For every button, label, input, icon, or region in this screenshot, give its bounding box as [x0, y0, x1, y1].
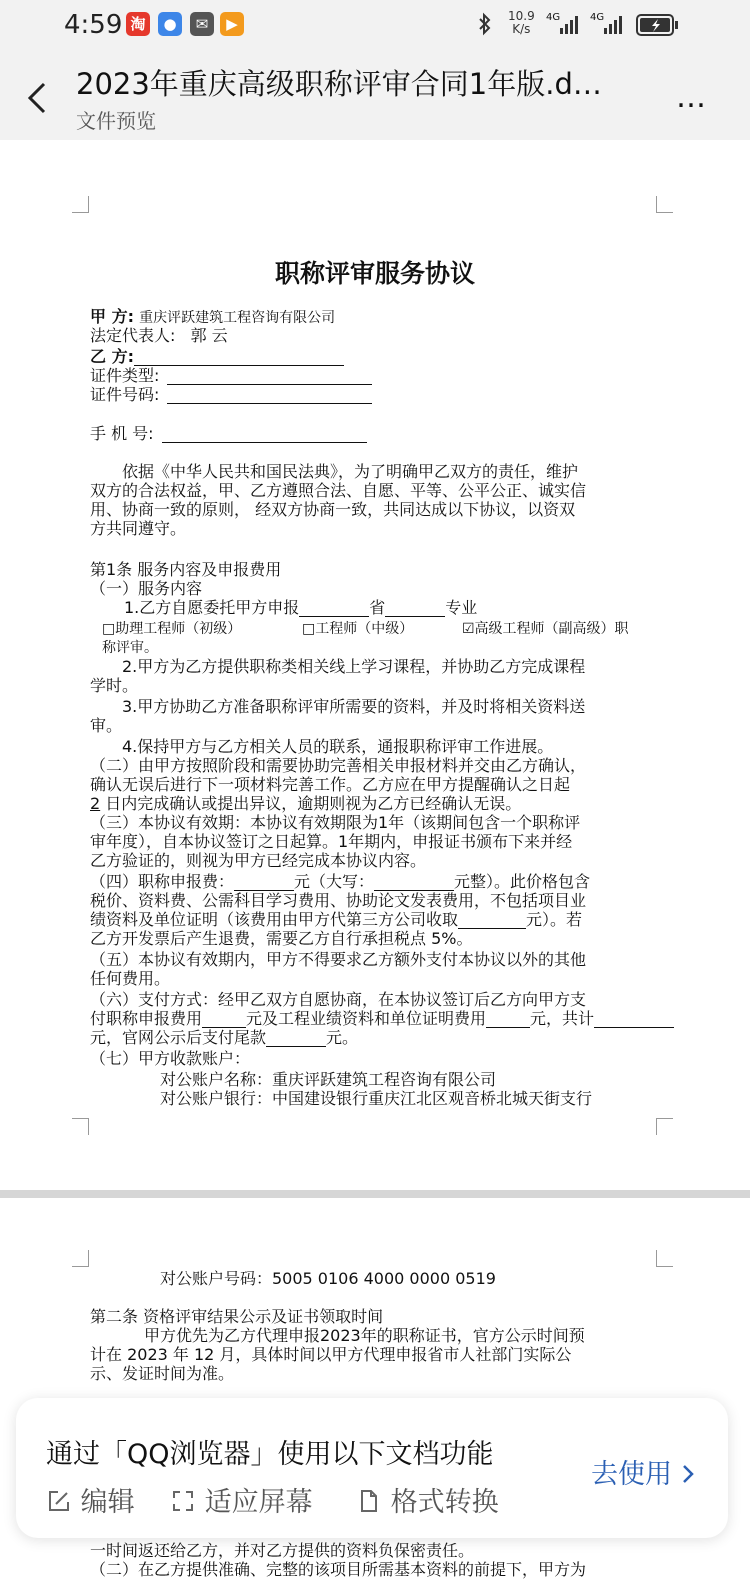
page-corner-mark [656, 196, 673, 213]
more-menu-icon[interactable]: … [676, 80, 708, 115]
bluetooth-icon [478, 12, 492, 40]
option-engineer: □工程师（中级） [302, 621, 414, 637]
battery-icon [636, 14, 680, 40]
agreement-heading: 职称评审服务协议 [274, 259, 475, 288]
section-2-cont: 确认无误后进行下一项材料完善工作。乙方应在甲方提醒确认之日起 [90, 775, 571, 794]
party-b-line: 乙 方: [90, 348, 344, 366]
article-2-text: 计在 2023 年 12 月，具体时间以甲方代理申报省市人社部门实际公 [90, 1345, 572, 1364]
fit-screen-icon [170, 1487, 196, 1518]
account-number: 对公账户号码：5005 0106 4000 0000 0519 [160, 1269, 496, 1288]
section-1: （一）服务内容 [90, 579, 203, 598]
account-name: 对公账户名称：重庆评跃建筑工程咨询有限公司 [160, 1070, 497, 1089]
intro-line: 用、协商一致的原则， 经双方协商一致，共同达成以下协议，以资双 [90, 500, 576, 519]
video-app-icon: ▶ [220, 12, 244, 36]
item-1: 1.乙方自愿委托甲方申报 省 专业 [124, 598, 478, 617]
section-3-cont: 审年度），自本协议签订之日起算。1年期内，申报证书颁布下来并经 [90, 832, 573, 851]
status-bar [0, 0, 750, 50]
qq-browser-promo-card [16, 1398, 728, 1538]
document-page-1 [0, 140, 750, 1190]
page-corner-mark [656, 1250, 673, 1267]
party-a-line: 甲 方: 重庆评跃建筑工程咨询有限公司 [90, 307, 336, 326]
network-speed: 10.9 K/s [508, 9, 535, 36]
intro-line: 方共同遵守。 [90, 519, 187, 538]
section-3: （三）本协议有效期：本协议有效期限为1年（该期间包含一个职称评 [90, 813, 581, 832]
edit-icon [46, 1487, 72, 1518]
document-subtitle: 文件预览 [76, 109, 156, 133]
chevron-right-icon [681, 1459, 695, 1490]
page-corner-mark [72, 196, 89, 213]
fit-screen-action[interactable]: 适应屏幕 [170, 1480, 313, 1519]
item-2-cont: 学时。 [90, 676, 139, 695]
clock: 4:59 [64, 10, 123, 40]
option-senior-engineer: ☑高级工程师（副高级）职 [462, 621, 629, 637]
mail-app-icon: ✉ [190, 12, 214, 36]
article-2-title: 第二条 资格评审结果公示及证书领取时间 [90, 1307, 384, 1326]
taobao-app-icon: 淘 [126, 12, 150, 36]
account-bank: 对公账户银行：中国建设银行重庆江北区观音桥北城天街支行 [160, 1089, 593, 1108]
page-divider [0, 1190, 750, 1198]
format-convert-action[interactable]: 格式转换 [356, 1480, 499, 1519]
partial-text-line: 一时间返还给乙方，并对乙方提供的资料负保密责任。 [90, 1541, 475, 1560]
section-6-cont: 付职称申报费用 元及工程业绩资料和单位证明费用 元，共计 [90, 1010, 674, 1028]
page-corner-mark [72, 1250, 89, 1267]
item-3-cont: 审。 [90, 716, 123, 735]
document-icon [356, 1487, 382, 1518]
section-4-cont: 绩资料及单位证明（该费用由甲方代第三方公司收取 元）。若 [90, 910, 583, 929]
item-2: 2.甲方为乙方提供职称类相关线上学习课程，并协助乙方完成课程 [122, 657, 586, 676]
blue-app-icon: ● [158, 12, 182, 36]
article-1-title: 第1条 服务内容及申报费用 [90, 560, 282, 579]
section-4-cont: 税价、资料费、公需科目学习费用、协助论文发表费用，不包括项目业 [90, 891, 587, 910]
intro-line: 依据《中华人民共和国民法典》，为了明确甲乙双方的责任，维护 [122, 462, 579, 481]
intro-line: 双方的合法权益，甲、乙方遵照合法、自愿、平等、公平公正、诚实信 [90, 481, 587, 500]
document-title: 2023年重庆高级职称评审合同1年版.d… [76, 67, 602, 101]
section-6: （六）支付方式：经甲乙双方自愿协商，在本协议签订后乙方向甲方支 [90, 990, 587, 1009]
signal-icon: 4G [546, 12, 582, 40]
article-2-text: 甲方优先为乙方代理申报2023年的职称证书，官方公示时间预 [144, 1326, 585, 1345]
id-number-line: 证件号码: [90, 386, 372, 404]
section-2-cont: 2 日内完成确认或提出异议，逾期则视为乙方已经确认无误。 [90, 794, 522, 813]
item-4: 4.保持甲方与乙方相关人员的联系，通报职称评审工作进展。 [122, 737, 554, 756]
phone-line: 手 机 号: [90, 425, 367, 443]
item-3: 3.甲方协助乙方准备职称评审所需要的资料，并及时将相关资料送 [122, 697, 586, 716]
go-use-button[interactable]: 去使用 [591, 1452, 695, 1491]
option-continuation: 称评审。 [102, 640, 158, 656]
signal-icon-2: 4G [590, 12, 626, 40]
partial-text-line: （二）在乙方提供准确、完整的该项目所需基本资料的前提下，甲方为 [90, 1560, 587, 1579]
article-2-text: 示、发证时间为准。 [90, 1364, 235, 1383]
section-5: （五）本协议有效期内，甲方不得要求乙方额外支付本协议以外的其他 [90, 950, 587, 969]
section-6-cont: 元，官网公示后支付尾款 元。 [90, 1028, 359, 1047]
page-corner-mark [656, 1118, 673, 1135]
section-5-cont: 任何费用。 [90, 969, 171, 988]
page-corner-mark [72, 1118, 89, 1135]
section-3-cont: 乙方验证的，则视为甲方已经完成本协议内容。 [90, 851, 427, 870]
title-bar [0, 50, 750, 140]
edit-action[interactable]: 编辑 [46, 1480, 135, 1519]
back-arrow-icon[interactable] [24, 78, 54, 118]
section-4: （四）职称申报费： 元（大写： 元整）。此价格包含 [90, 872, 591, 891]
id-type-line: 证件类型: [90, 367, 372, 385]
promo-text: 通过「QQ浏览器」使用以下文档功能 [46, 1439, 494, 1470]
section-4-cont: 乙方开发票后产生退费，需要乙方自行承担税点 5%。 [90, 929, 473, 948]
section-2: （二）由甲方按照阶段和需要协助完善相关申报材料并交由乙方确认， [90, 756, 587, 775]
option-assistant-engineer: □助理工程师（初级） [102, 621, 242, 637]
section-7: （七）甲方收款账户： [90, 1049, 251, 1068]
representative-line: 法定代表人: 郭 云 [90, 326, 228, 345]
